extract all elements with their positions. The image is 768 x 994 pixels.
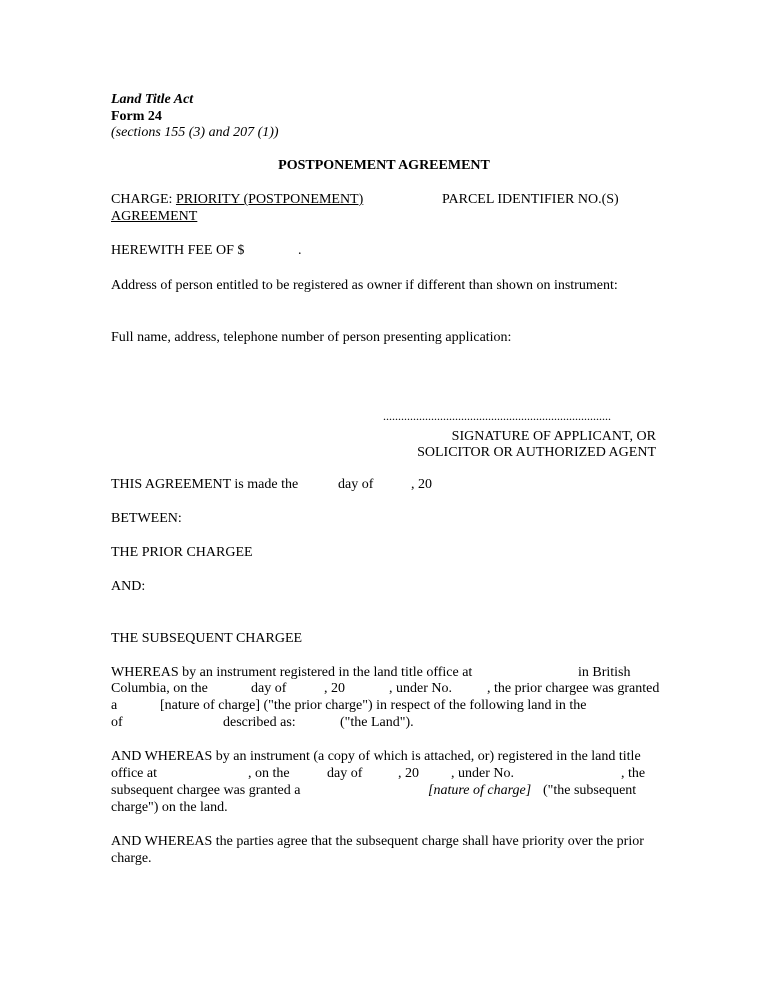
recital-2-line-2f: , the [621, 766, 646, 781]
recital-1-line-2c: , 20 [324, 681, 345, 696]
signature-dotted-line: ............................................................................ [383, 409, 611, 423]
owner-address-label: Address of person entitled to be registered as owner if different than shown on instrument: [111, 278, 618, 293]
recital-1-line-3a: a [111, 698, 118, 713]
charge-value-line1: PRIORITY (POSTPONEMENT) [175, 192, 364, 207]
subsequent-chargee-label: THE SUBSEQUENT CHARGEE [111, 631, 303, 646]
prior-chargee-label: THE PRIOR CHARGEE [111, 545, 253, 560]
fee-label: HEREWITH FEE OF $ [111, 243, 245, 258]
recital-1-line-4c: ("the Land"). [340, 715, 414, 730]
recital-1-line-4a: of [111, 715, 123, 730]
recital-2-line-2b: , on the [248, 766, 290, 781]
signature-line2: SOLICITOR OR AUTHORIZED AGENT [417, 445, 656, 460]
recital-3-line-1: AND WHEREAS the parties agree that the subsequent charge shall have priority over the prior [111, 834, 644, 849]
recital-1-line-2b: day of [251, 681, 287, 696]
recital-2-line-2c: day of [327, 766, 363, 781]
recital-2-line-1: AND WHEREAS by an instrument (a copy of which is attached, or) registered in the land title [111, 749, 641, 764]
charge-value-line2: AGREEMENT [111, 209, 198, 224]
act-title: Land Title Act [111, 92, 194, 107]
recital-3-line-2: charge. [111, 851, 152, 866]
recital-1-line-2e: , the prior chargee was granted [487, 681, 660, 696]
charge-label: CHARGE: [111, 192, 176, 207]
presenter-label: Full name, address, telephone number of person presenting application: [111, 330, 512, 345]
agreement-date-year: , 20 [411, 477, 432, 492]
signature-line1: SIGNATURE OF APPLICANT, OR [451, 429, 656, 444]
recital-2-line-2d: , 20 [398, 766, 419, 781]
form-number: Form 24 [111, 109, 162, 124]
parcel-identifier-label: PARCEL IDENTIFIER NO.(S) [442, 192, 619, 207]
sections-reference: (sections 155 (3) and 207 (1)) [111, 125, 279, 140]
recital-1-line-2a: Columbia, on the [111, 681, 208, 696]
and-label: AND: [111, 579, 146, 594]
fee-trailing-period: . [298, 243, 302, 258]
between-label: BETWEEN: [111, 511, 182, 526]
page-title: POSTPONEMENT AGREEMENT [278, 158, 490, 173]
recital-1-line-3b: [nature of charge] ("the prior charge") in respect of the following land in the [160, 698, 587, 713]
recital-1-line-2d: , under No. [389, 681, 452, 696]
recital-2-line-4: charge") on the land. [111, 800, 228, 815]
recital-1-line-1b: in British [578, 665, 631, 680]
recital-1-line-1a: WHEREAS by an instrument registered in the land title office at [111, 665, 473, 680]
agreement-date-day-of: day of [338, 477, 374, 492]
charge-field [111, 191, 363, 208]
recital-2-line-3a: subsequent chargee was granted a [111, 783, 301, 798]
recital-2-line-3b: [nature of charge] [428, 783, 532, 798]
recital-1-line-4b: described as: [223, 715, 296, 730]
recital-2-line-2e: , under No. [451, 766, 514, 781]
recital-2-line-3c: ("the subsequent [543, 783, 637, 798]
recital-2-line-2a: office at [111, 766, 157, 781]
agreement-date-prefix: THIS AGREEMENT is made the [111, 477, 299, 492]
